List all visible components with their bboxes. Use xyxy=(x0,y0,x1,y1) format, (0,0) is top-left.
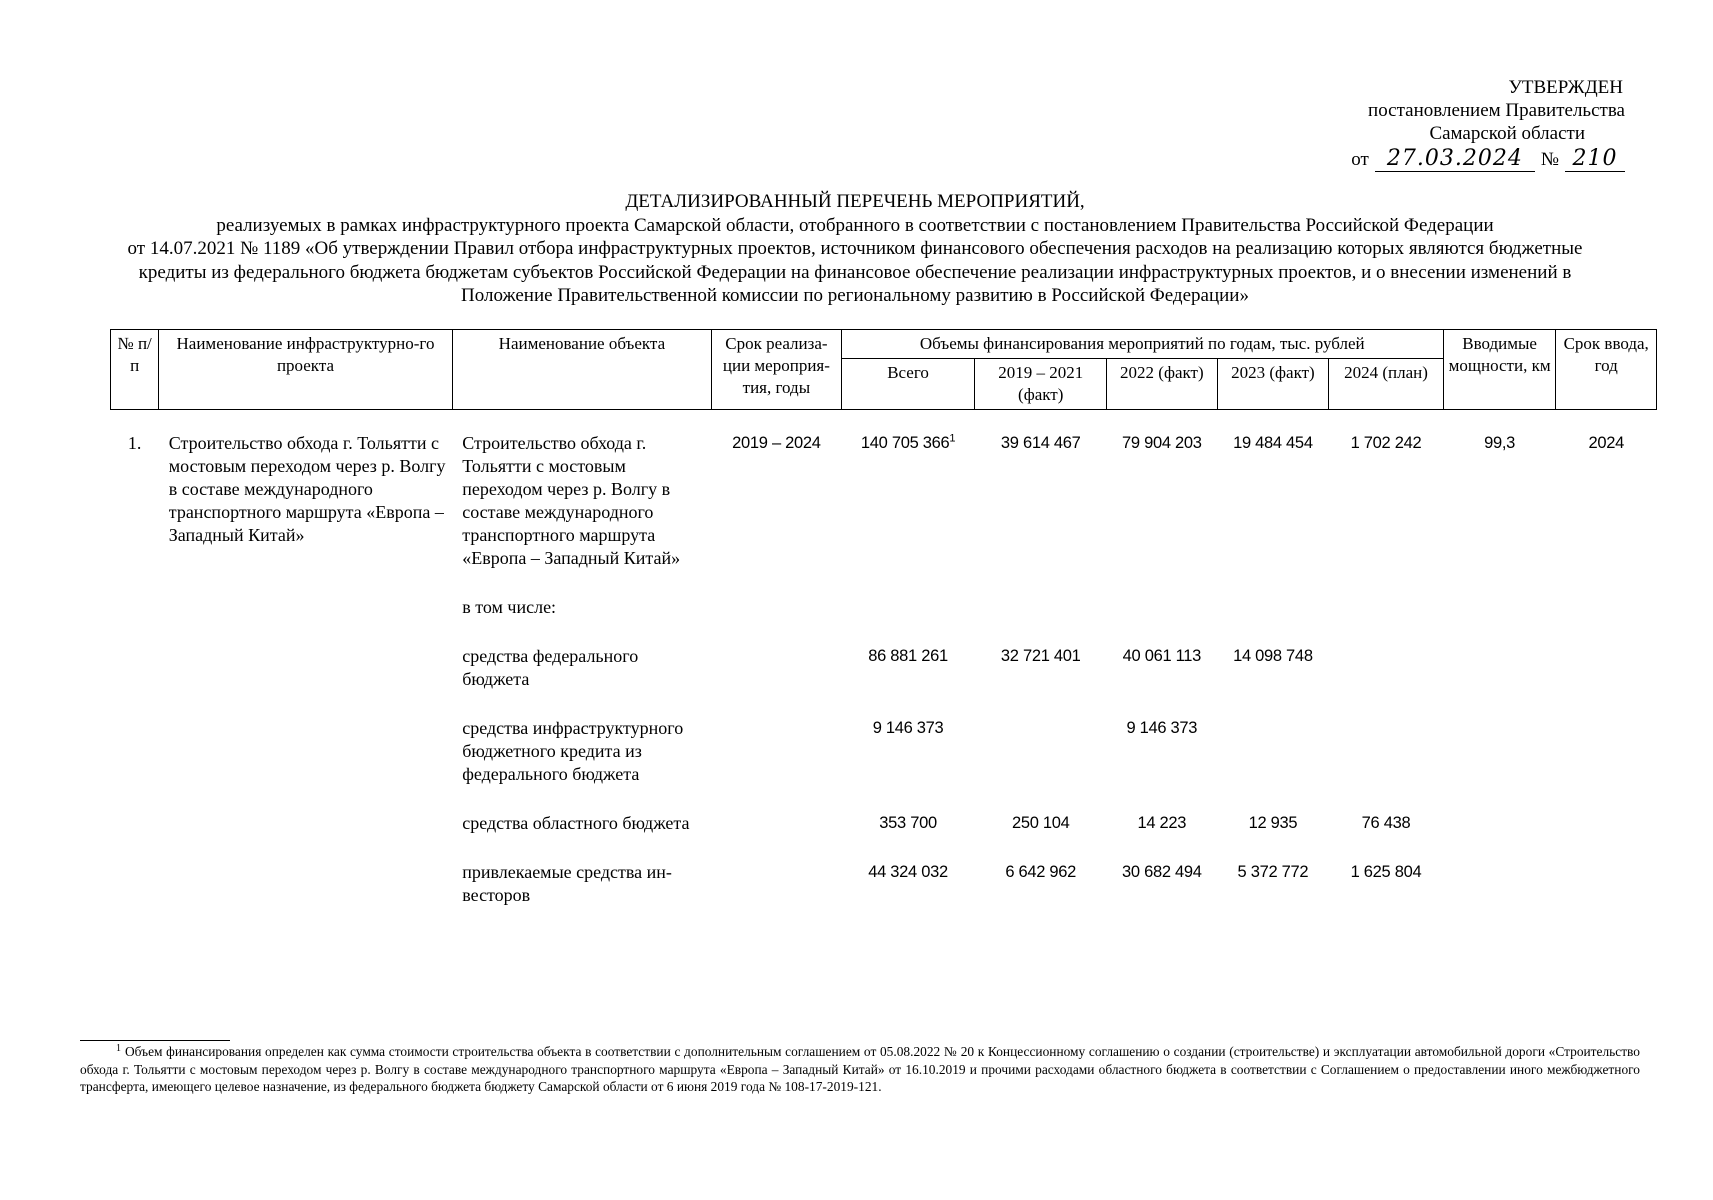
sub-row-total: 44 324 032 xyxy=(868,863,948,881)
approval-from-label: от xyxy=(1351,149,1369,170)
row-y1: 39 614 467 xyxy=(1000,434,1081,452)
approval-date: 27.03.2024 xyxy=(1375,147,1535,172)
sub-row-label: средства областного бюджета xyxy=(462,813,690,833)
header-object: Наименование объекта xyxy=(452,330,711,410)
row-year: 2024 xyxy=(1588,434,1624,452)
row-y2: 79 904 203 xyxy=(1122,434,1202,452)
title-line-3: от 14.07.2021 № 1189 «Об утверждении Правил отбора инфраструктурных проектов, источником финансового обеспечения расходов на реализацию которых являются бюджетные xyxy=(127,238,1583,259)
approval-stamp xyxy=(1335,76,1625,172)
sub-row-y3: 12 935 xyxy=(1248,814,1298,832)
table-row xyxy=(111,835,1657,907)
sub-row-total: 86 881 261 xyxy=(868,647,948,665)
header-year: Срок ввода, год xyxy=(1556,330,1657,410)
sub-row-y1: 250 104 xyxy=(1011,814,1070,832)
sub-row-y3: 14 098 748 xyxy=(1233,647,1313,665)
row-term: 2019 – 2024 xyxy=(732,434,821,452)
sub-row-y2: 40 061 113 xyxy=(1122,647,1202,665)
row-object: Строительство обхода г. Тольятти с мостовым переходом через р. Волгу в составе международного транспортного маршрута «Европа – Западный Китай» xyxy=(462,433,681,568)
footnote-mark: 1 xyxy=(116,1042,121,1054)
header-project: Наименование инфраструктурно-го проекта xyxy=(159,330,453,410)
header-term: Срок реализа-ции мероприя-тия, годы xyxy=(712,330,842,410)
sub-row-label: средства инфраструктурного бюджетного кредита из федерального бюджета xyxy=(462,718,684,784)
title-line-2: реализуемых в рамках инфраструктурного проекта Самарской области, отобранного в соответствии с постановлением Правительства Российской Федерации xyxy=(216,214,1494,236)
approval-line3: Самарской области xyxy=(1429,123,1585,144)
approval-number: 210 xyxy=(1565,147,1625,172)
footnote-text: Объем финансирования определен как сумма стоимости строительства объекта в соответствии с дополнительным соглашением от 05.08.2022 № 20 к Концессионному соглашению о создании (строительстве) и эксплуатации автомобильной дороги «Строительство обхода г. Тольятти с мостовым переходом через р. Волгу в составе международного транспортного маршрута «Европа – Западный Китай» от 16.10.2019 и прочими расходами областного бюджета в соответствии с Соглашением о предоставлении иного межбюджетного трансферта, имеющего целевое назначение, из федерального бюджета бюджету Самарской области от 6 июня 2019 года № 108-17-2019-121. xyxy=(80,1044,1640,1094)
sub-row-y1 xyxy=(975,691,1107,786)
sub-row-y2: 14 223 xyxy=(1137,814,1187,832)
including-label: в том числе: xyxy=(462,597,557,617)
table-row xyxy=(111,786,1657,835)
approval-title: УТВЕРЖДЕН xyxy=(1508,77,1623,98)
sub-row-y4 xyxy=(1329,691,1444,786)
title-line-1: ДЕТАЛИЗИРОВАННЫЙ ПЕРЕЧЕНЬ МЕРОПРИЯТИЙ, xyxy=(625,191,1085,212)
header-y4: 2024 (план) xyxy=(1329,359,1444,410)
header-funding-group: Объемы финансирования мероприятий по годам, тыс. рублей xyxy=(841,330,1443,359)
approval-line2: постановлением Правительства xyxy=(1368,100,1625,121)
sub-row-label: привлекаемые средства ин-весторов xyxy=(462,862,672,905)
sub-row-y1: 6 642 962 xyxy=(1005,863,1077,881)
header-total: Всего xyxy=(841,359,975,410)
header-y3: 2023 (факт) xyxy=(1217,359,1329,410)
sub-row-y3 xyxy=(1217,691,1329,786)
row-total xyxy=(841,410,975,571)
approval-date-line xyxy=(1335,147,1625,172)
row-total-value: 140 705 366 xyxy=(860,434,950,452)
sub-row-total: 9 146 373 xyxy=(872,719,944,737)
approval-number-label: № xyxy=(1540,149,1559,170)
row-capacity: 99,3 xyxy=(1484,434,1516,452)
row-num: 1. xyxy=(127,433,142,453)
row-y4: 1 702 242 xyxy=(1350,434,1422,452)
sub-row-y4: 76 438 xyxy=(1361,814,1411,832)
header-num: № п/п xyxy=(111,330,159,410)
row-project: Строительство обхода г. Тольятти с мостовым переходом через р. Волгу в составе международного транспортного маршрута «Европа – Западный Китай» xyxy=(168,433,446,545)
document-title xyxy=(60,190,1650,308)
header-capacity: Вводимые мощности, км xyxy=(1443,330,1556,410)
sub-row-label: средства федерального бюджета xyxy=(462,646,639,689)
table-row xyxy=(111,691,1657,786)
header-y1: 2019 – 2021 (факт) xyxy=(975,359,1107,410)
title-line-5: Положение Правительственной комиссии по региональному развитию в Российской Федерации» xyxy=(461,285,1249,306)
sub-row-y4: 1 625 804 xyxy=(1350,863,1422,881)
sub-row-y2: 30 682 494 xyxy=(1122,863,1202,881)
sub-row-y4 xyxy=(1329,619,1444,691)
measures-table xyxy=(110,329,1657,907)
table-row xyxy=(111,570,1657,619)
sub-row-total: 353 700 xyxy=(879,814,937,832)
footnote-divider xyxy=(80,1040,230,1041)
title-line-4: кредиты из федерального бюджета бюджетам субъектов Российской Федерации на финансовое обеспечение реализации инфраструктурных проектов, и о внесении изменений в xyxy=(138,261,1572,283)
sub-row-y3: 5 372 772 xyxy=(1237,863,1309,881)
row-y3: 19 484 454 xyxy=(1233,434,1313,452)
footnote xyxy=(80,1043,1640,1096)
footnote-ref: 1 xyxy=(949,432,956,445)
table-row xyxy=(111,410,1657,571)
sub-row-y2: 9 146 373 xyxy=(1126,719,1198,737)
sub-row-y1: 32 721 401 xyxy=(1000,647,1081,665)
header-y2: 2022 (факт) xyxy=(1107,359,1218,410)
table-row xyxy=(111,619,1657,691)
